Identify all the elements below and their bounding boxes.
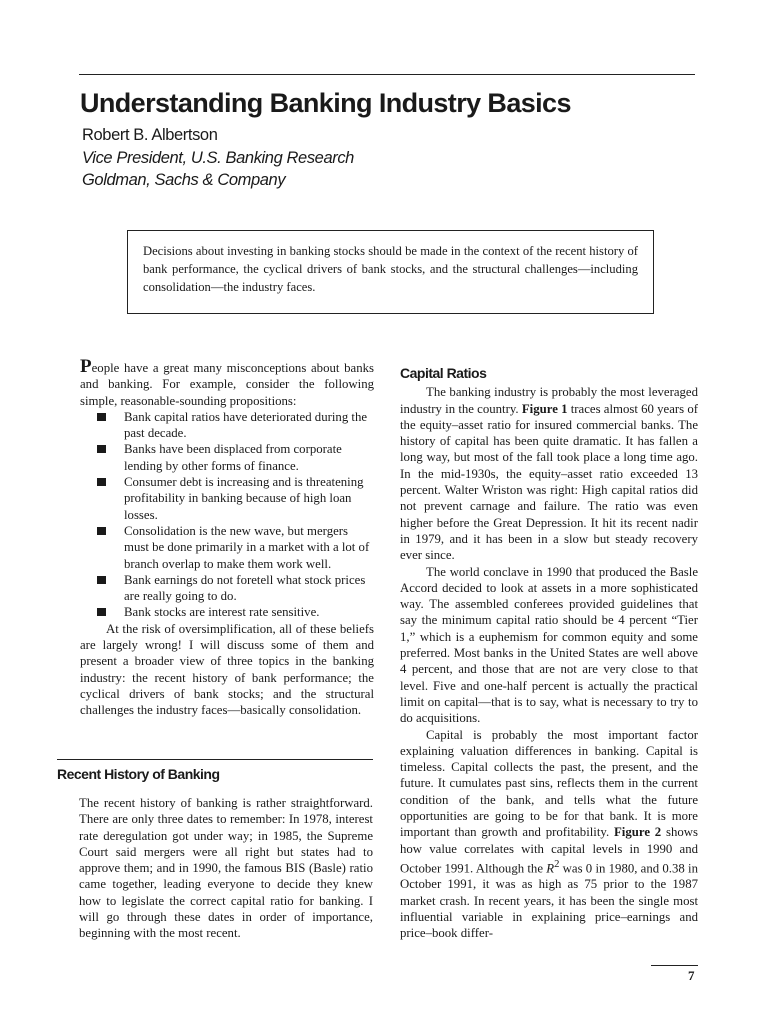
square-bullet-icon xyxy=(97,478,106,486)
list-item-text: Bank stocks are interest rate sensitive. xyxy=(124,605,320,620)
figure-1-reference: Figure 1 xyxy=(521,401,568,416)
list-item xyxy=(124,441,374,474)
top-rule xyxy=(79,74,695,75)
intro-closing-paragraph: At the risk of oversimplification, all of these beliefs are largely wrong! I will discuss some of them and present a broader view of three topics in the banking industry: the recent history of bank performance; the cyclical drivers of bank stocks; and the structural challenges the industry faces—basically consolidation. xyxy=(80,621,374,718)
drop-cap: P xyxy=(80,356,92,377)
square-bullet-icon xyxy=(97,576,106,584)
square-bullet-icon xyxy=(97,527,106,535)
square-bullet-icon xyxy=(97,608,106,616)
footer-rule xyxy=(651,965,698,966)
capital-paragraph-3: Capital is probably the most important factor explaining valuation differences in banking. Capital is timeless. Capital collects the past, the present, and the future. It cumulates past sins, reflects them in the current condition of the bank, and tells what the future opportunities are going to be for that bank. It is more important than growth and profitability. Figure 2 shows how value correlates with capital levels in 1990 and October 1991. Although the $R^2$ was 0 in 1980, and 0.38 in October 1991, it was as high as 75 prior to the 1987 market crash. In recent years, it has been the single most influential variable in explaining price–earnings and price–book differ- xyxy=(400,727,698,941)
author-organization: Goldman, Sachs & Company xyxy=(82,171,286,189)
list-item xyxy=(124,474,374,523)
figure-2-reference: Figure 2 xyxy=(613,825,662,840)
list-item xyxy=(124,523,374,572)
intro-paragraph xyxy=(80,356,374,409)
list-item xyxy=(124,572,374,605)
page-number: 7 xyxy=(688,968,695,983)
list-item-text: Bank earnings do not foretell what stock prices are really going to do. xyxy=(124,572,366,604)
square-bullet-icon xyxy=(97,445,106,453)
author-position: Vice President, U.S. Banking Research xyxy=(82,149,354,167)
abstract-box: Decisions about investing in banking stocks should be made in the context of the recent history of bank performance, the cyclical drivers of bank stocks, and the structural challenges—including consolidation—the industry faces. xyxy=(127,230,654,314)
right-column xyxy=(400,365,698,942)
section-rule xyxy=(57,759,373,760)
recent-history-paragraph: The recent history of banking is rather straightforward. There are only three dates to remember: In 1978, interest rate deregulation got under way; in 1985, the Supreme Court said mergers were all right but states had to approve them; and in 1990, the famous BIS (Basle) ratio came together, leading everyone to decide they knew how to legislate the correct capital ratio for banking. I will go through these dates in order of importance, beginning with the most recent. xyxy=(79,796,373,941)
intro-lead: eople have a great many misconceptions about banks and banking. For example, consider the following simple, reasonable-sounding propositions: xyxy=(80,361,374,408)
capital-paragraph-2: The world conclave in 1990 that produced the Basle Accord decided to look at assets in a more sophisticated way. The assembled conferees provided guidelines that say the minimum capital ratio should be 4 percent “Tier 1,” which is a euphemism for common equity and some preferred. Most banks in the United States are well above 4 percent, and those that are not are very close to that level. Five and one-half percent is actually the practical limit on capital—that is to say, what is necessary to try to do acquisitions. xyxy=(400,564,698,726)
square-bullet-icon xyxy=(97,413,106,421)
list-item-text: Bank capital ratios have deteriorated during the past decade. xyxy=(124,409,368,441)
capital-paragraph-1: The banking industry is probably the most leveraged industry in the country. Figure 1 traces almost 60 years of the equity–asset ratio for insured commercial banks. The history of capital has been quite dramatic. It has fallen a long way, but most of the fall took place a long time ago. In the mid-1930s, the equity–asset ratio exceeded 13 percent. Walter Wriston was right: High capital ratios did not prevent carnage and failure. The ratio was even higher before the Great Depression. It hit its recent nadir in 1979, and it has been in a slow but steady recovery ever since. xyxy=(400,385,698,563)
list-item-text: Consolidation is the new wave, but mergers must be done primarily in a market with a lot of branch overlap to make them work well. xyxy=(124,523,370,571)
list-item xyxy=(124,604,374,620)
section-heading-capital-ratios: Capital Ratios xyxy=(400,365,487,381)
r-squared-symbol: R xyxy=(546,861,555,876)
section-heading-recent-history: Recent History of Banking xyxy=(57,766,220,782)
author-name: Robert B. Albertson xyxy=(82,126,218,144)
propositions-list xyxy=(80,409,374,621)
list-item-text: Banks have been displaced from corporate lending by other forms of finance. xyxy=(124,442,342,473)
list-item-text: Consumer debt is increasing and is threatening profitability in banking because of high loan losses. xyxy=(124,475,364,522)
left-column xyxy=(80,356,374,719)
article-title: Understanding Banking Industry Basics xyxy=(80,88,571,118)
list-item xyxy=(124,409,374,442)
